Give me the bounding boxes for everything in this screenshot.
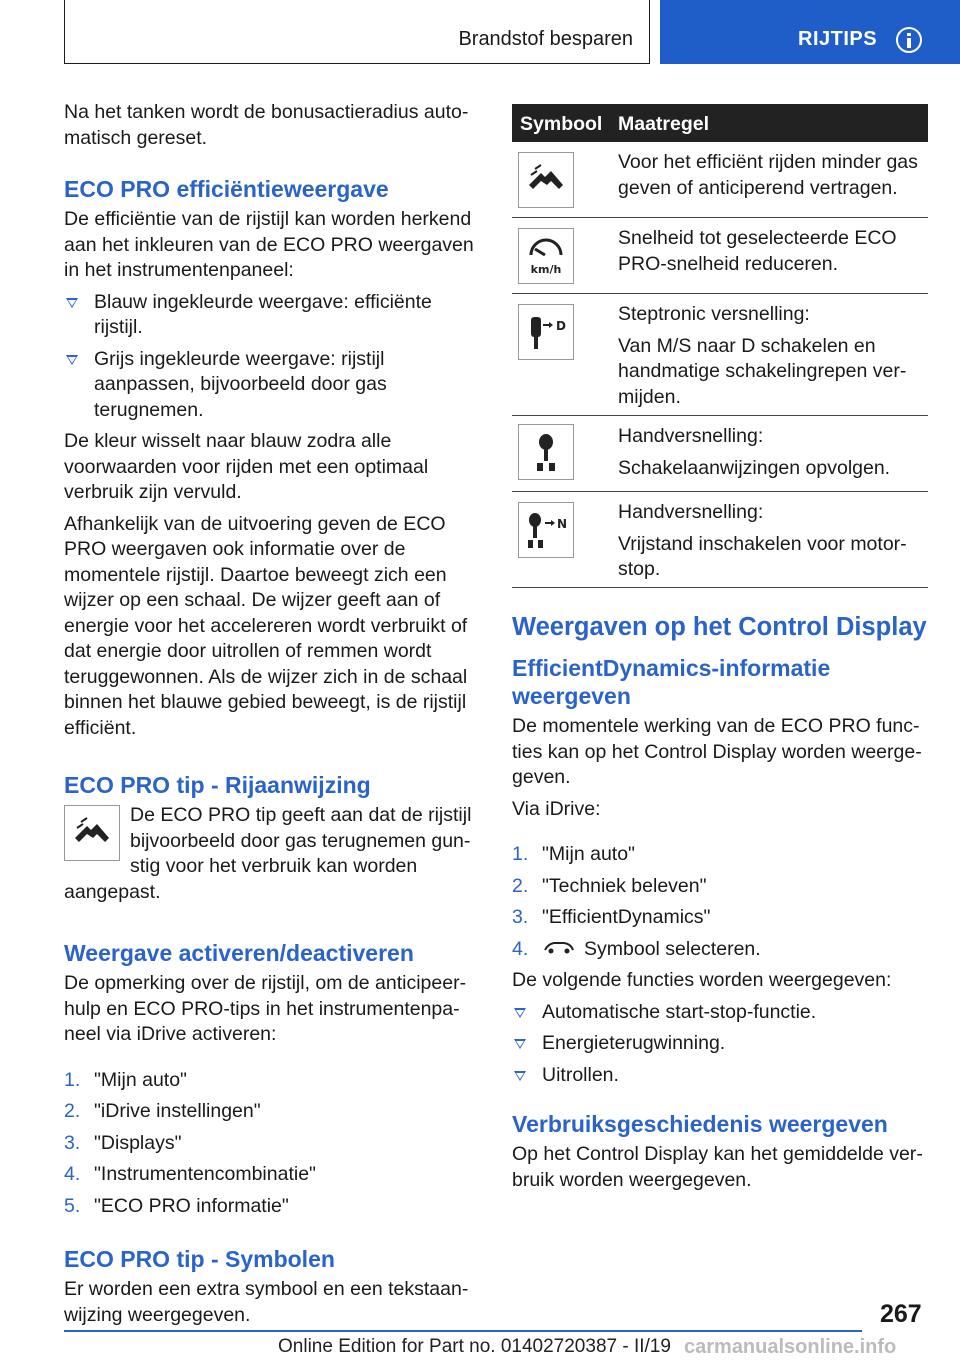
list-item: Grijs ingekleurde weergave: rijstijl aanpassen, bijvoorbeeld door gas terugnemen. xyxy=(64,347,482,424)
list-item: Automatische start-stop-functie. xyxy=(512,1000,928,1026)
symbols-paragraph: Er worden een extra symbool en een tekstaanwijzing weergegeven. xyxy=(64,1278,469,1326)
via-idrive: Via iDrive: xyxy=(512,797,601,820)
functions-paragraph: De volgende functies worden weergegeven: xyxy=(512,969,892,992)
list-item: Uitrollen. xyxy=(512,1063,928,1089)
watermark: carmanualsonline.info xyxy=(684,1336,897,1358)
right-column xyxy=(512,590,928,1199)
speedometer-kmh-icon xyxy=(518,228,574,284)
list-item: 4. "Instrumentencombinatie" xyxy=(64,1163,316,1185)
table-header xyxy=(512,104,928,142)
gear-lever-n-icon xyxy=(518,502,574,558)
table-row: Voor het efficiënt rijden minder gas geven of anticiperend vertragen. xyxy=(512,142,928,218)
tip-paragraph: De ECO PRO tip geeft aan dat de rijstijl bijvoorbeeld door gas terugnemen gunstig voor het verbruik kan worden aangepast. xyxy=(64,804,472,903)
info-icon[interactable] xyxy=(896,27,922,53)
bullet-triangle-icon xyxy=(514,1071,526,1081)
list-item: 3. "Displays" xyxy=(64,1131,182,1154)
footer-divider xyxy=(64,1330,862,1332)
heading-eco-tip: ECO PRO tip - Rijaanwijzing xyxy=(64,772,371,798)
efficiency-paragraph: De efficiëntie van de rijstijl kan worden herkend aan het inkleuren van de ECO PRO weergaven in het instrumentenpaneel: xyxy=(64,208,474,281)
dynamics-paragraph: De momentele werking van de ECO PRO functies kan op het Control Display worden weergegeven. xyxy=(512,715,922,788)
heading-eco-symbols: ECO PRO tip - Symbolen xyxy=(64,1246,335,1272)
bullet-triangle-icon xyxy=(514,1039,526,1049)
pointer-paragraph: Afhankelijk van de uitvoering geven de ECO PRO weergaven ook informatie over de momentele rijstijl. Daartoe beweegt zich een wijzer op een schaal. De wijzer geeft aan of energie voor het accelereren wordt verbruikt of dat energie door uitrollen of remmen wordt teruggewonnen. Als de wijzer zich in de schaal binnen het blauwe gebied beweegt, is de rijstijl efficiënt. xyxy=(64,512,468,739)
intro-paragraph: Na het tanken wordt de bonusactieradius automatisch gereset. xyxy=(64,101,469,149)
history-paragraph: Op het Control Display kan het gemiddelde verbruik worden weergegeven. xyxy=(512,1143,923,1191)
bullet-triangle-icon xyxy=(66,298,78,308)
header-section-box xyxy=(64,0,650,64)
list-item: 5. "ECO PRO informatie" xyxy=(64,1194,289,1217)
list-item: 1. "Mijn auto" xyxy=(64,1068,187,1091)
heading-dynamics-info: EfficientDynamics-informatie weergeven xyxy=(512,655,831,709)
svg-text:km/h: km/h xyxy=(530,263,562,276)
foot-off-pedal-icon xyxy=(64,805,120,861)
symbol-table xyxy=(512,104,928,588)
page-number: 267 xyxy=(880,1300,922,1328)
svg-text:N: N xyxy=(556,517,568,531)
list-item: 4. Symbool selecteren. xyxy=(512,937,928,963)
table-row: D Steptronic versnelling: Van M/S naar D schakelen en handmatige schakelingrepen vermijden. xyxy=(512,294,928,416)
header-chapter-tab[interactable] xyxy=(660,0,960,64)
heading-efficiency-display: ECO PRO efficiëntieweergave xyxy=(64,176,389,202)
header-chapter-label: RIJTIPS xyxy=(798,28,878,50)
list-item: Blauw ingekleurde weergave: efficiënte rijstijl. xyxy=(64,290,482,341)
table-row: km/h Snelheid tot geselecteerde ECO PRO-snelheid reduceren. xyxy=(512,218,928,294)
activate-paragraph: De opmerking over de rijstijl, om de anticipeerhulp en ECO PRO-tips in het instrumentenpaneel via iDrive activeren: xyxy=(64,972,467,1045)
color-paragraph: De kleur wisselt naar blauw zodra alle voorwaarden voor rijden met een optimaal verbruik zijn vervuld. xyxy=(64,430,429,503)
header-section-title: Brandstof besparen xyxy=(458,28,633,50)
table-row: Handversnelling: Schakelaanwijzingen opvolgen. xyxy=(512,416,928,492)
table-header-symbol: Symbool xyxy=(520,113,603,135)
heading-history: Verbruiksgeschiedenis weergeven xyxy=(512,1111,888,1138)
list-item: Energieterugwinning. xyxy=(512,1031,928,1057)
car-eco-icon xyxy=(542,937,576,963)
footer-edition: Online Edition for Part no. 01402720387 - II/19 xyxy=(278,1336,671,1357)
bullet-triangle-icon xyxy=(66,355,78,365)
list-item: 1. "Mijn auto" xyxy=(512,843,635,865)
list-item: 2. "iDrive instellingen" xyxy=(64,1100,261,1122)
left-column xyxy=(64,100,482,1334)
foot-off-pedal-icon xyxy=(518,152,574,208)
list-item: 2. "Techniek beleven" xyxy=(512,874,707,897)
table-header-measure: Maatregel xyxy=(618,113,710,135)
heading-control-display: Weergaven op het Control Display xyxy=(512,613,927,641)
table-row: N Handversnelling: Vrijstand inschakelen voor motorstop. xyxy=(512,492,928,588)
svg-text:D: D xyxy=(556,319,566,333)
list-item: 3. "EfficientDynamics" xyxy=(512,906,711,928)
bullet-triangle-icon xyxy=(514,1008,526,1018)
gear-lever-icon xyxy=(518,424,574,480)
heading-activate: Weergave activeren/deactiveren xyxy=(64,940,414,966)
gear-lever-d-icon xyxy=(518,304,574,360)
